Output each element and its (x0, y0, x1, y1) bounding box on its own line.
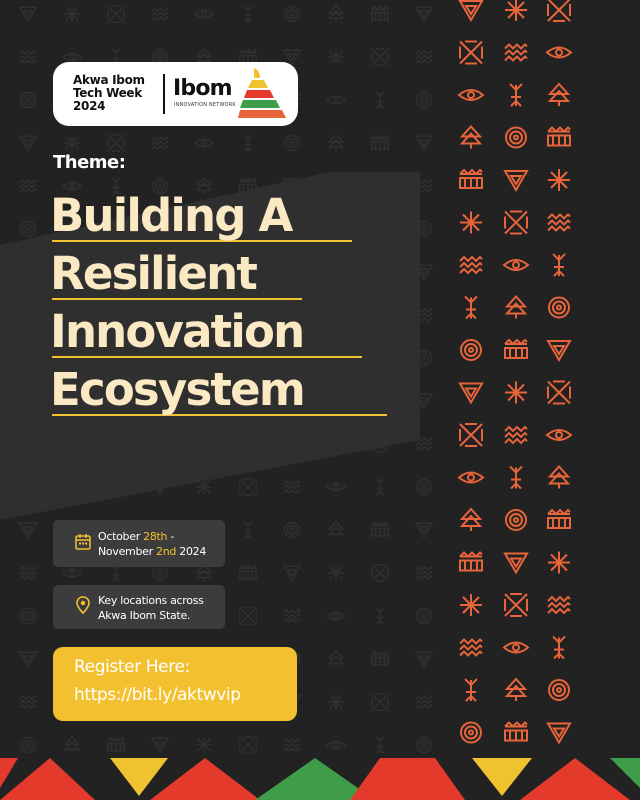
calendar-icon (75, 533, 91, 551)
xcross-glyph-icon (460, 42, 482, 64)
xcross-glyph-icon (548, 0, 570, 21)
event-dates: October 28th - November 2nd 2024 (98, 530, 207, 558)
xcross-glyph-icon (460, 424, 482, 446)
star-glyph-icon (460, 594, 482, 616)
tree-glyph-icon (550, 467, 568, 489)
tri-glyph-icon (548, 341, 570, 360)
headline-line-4: Ecosystem (50, 361, 430, 419)
comb-glyph-icon (505, 340, 527, 358)
eye-glyph-icon (459, 473, 483, 483)
spiral-glyph-icon (461, 723, 481, 743)
spiral-glyph-icon (506, 128, 526, 148)
arrow-glyph-icon (465, 297, 477, 319)
spiral-glyph-icon (461, 340, 481, 360)
location-info-box (53, 585, 225, 629)
event-wordmark (73, 74, 159, 113)
tri-glyph-icon (460, 384, 482, 403)
tri-glyph-icon (505, 554, 527, 573)
eye-glyph-icon (504, 260, 528, 270)
start-day: 28th (143, 530, 168, 543)
arrow-glyph-icon (510, 467, 522, 489)
event-wordmark-line1: Akwa Ibom (73, 73, 145, 87)
event-location: Key locations across Akwa Ibom State. (98, 594, 204, 622)
footer-triangle-border (0, 758, 640, 800)
wave-glyph-icon (548, 215, 570, 231)
spiral-glyph-icon (549, 680, 569, 700)
eye-glyph-icon (547, 48, 571, 58)
tribal-symbol-column (440, 0, 640, 760)
location-pin-icon (75, 596, 91, 614)
event-wordmark-year: 2024 (73, 99, 106, 113)
eye-glyph-icon (459, 90, 483, 100)
tree-glyph-icon (507, 679, 525, 701)
register-link[interactable]: https://bit.ly/aktwvip (74, 685, 241, 705)
theme-label: Theme: (53, 152, 126, 173)
brand-wordmark: Ibom (173, 76, 232, 101)
headline-line-1: Building A (50, 187, 430, 245)
xcross-glyph-icon (548, 382, 570, 404)
wave-glyph-icon (460, 640, 482, 656)
arrow-glyph-icon (553, 637, 565, 659)
comb-glyph-icon (548, 128, 570, 146)
comb-glyph-icon (505, 723, 527, 741)
arrow-glyph-icon (510, 84, 522, 106)
logo-divider (163, 74, 165, 114)
wave-glyph-icon (548, 597, 570, 613)
tri-glyph-icon (460, 1, 482, 20)
wave-glyph-icon (505, 45, 527, 61)
spiral-glyph-icon (506, 510, 526, 530)
star-glyph-icon (505, 382, 527, 404)
star-glyph-icon (505, 0, 527, 21)
star-glyph-icon (548, 552, 570, 574)
arrow-glyph-icon (465, 679, 477, 701)
comb-glyph-icon (460, 170, 482, 188)
headline-line-3: Innovation (50, 303, 430, 361)
tree-glyph-icon (550, 84, 568, 106)
star-glyph-icon (548, 169, 570, 191)
event-wordmark-line2: Tech Week (73, 86, 142, 100)
headline (50, 187, 430, 419)
xcross-glyph-icon (505, 594, 527, 616)
headline-line-2: Resilient (50, 245, 430, 303)
comb-glyph-icon (460, 553, 482, 571)
brand-mark-icon (238, 66, 290, 122)
tri-glyph-icon (505, 171, 527, 190)
eye-glyph-icon (504, 643, 528, 653)
brand-tagline: INNOVATION NETWORK (174, 102, 236, 108)
tree-glyph-icon (462, 509, 480, 531)
tree-glyph-icon (462, 127, 480, 149)
eye-glyph-icon (547, 430, 571, 440)
end-day: 2nd (156, 545, 177, 558)
arrow-glyph-icon (553, 254, 565, 276)
comb-glyph-icon (548, 510, 570, 528)
register-label: Register Here: (74, 657, 190, 677)
spiral-glyph-icon (549, 298, 569, 318)
register-button[interactable] (53, 647, 297, 721)
tree-glyph-icon (507, 297, 525, 319)
date-info-box (53, 520, 225, 567)
wave-glyph-icon (505, 427, 527, 443)
event-logo-card (53, 62, 298, 126)
star-glyph-icon (460, 212, 482, 234)
wave-glyph-icon (460, 257, 482, 273)
tri-glyph-icon (548, 724, 570, 743)
xcross-glyph-icon (505, 212, 527, 234)
